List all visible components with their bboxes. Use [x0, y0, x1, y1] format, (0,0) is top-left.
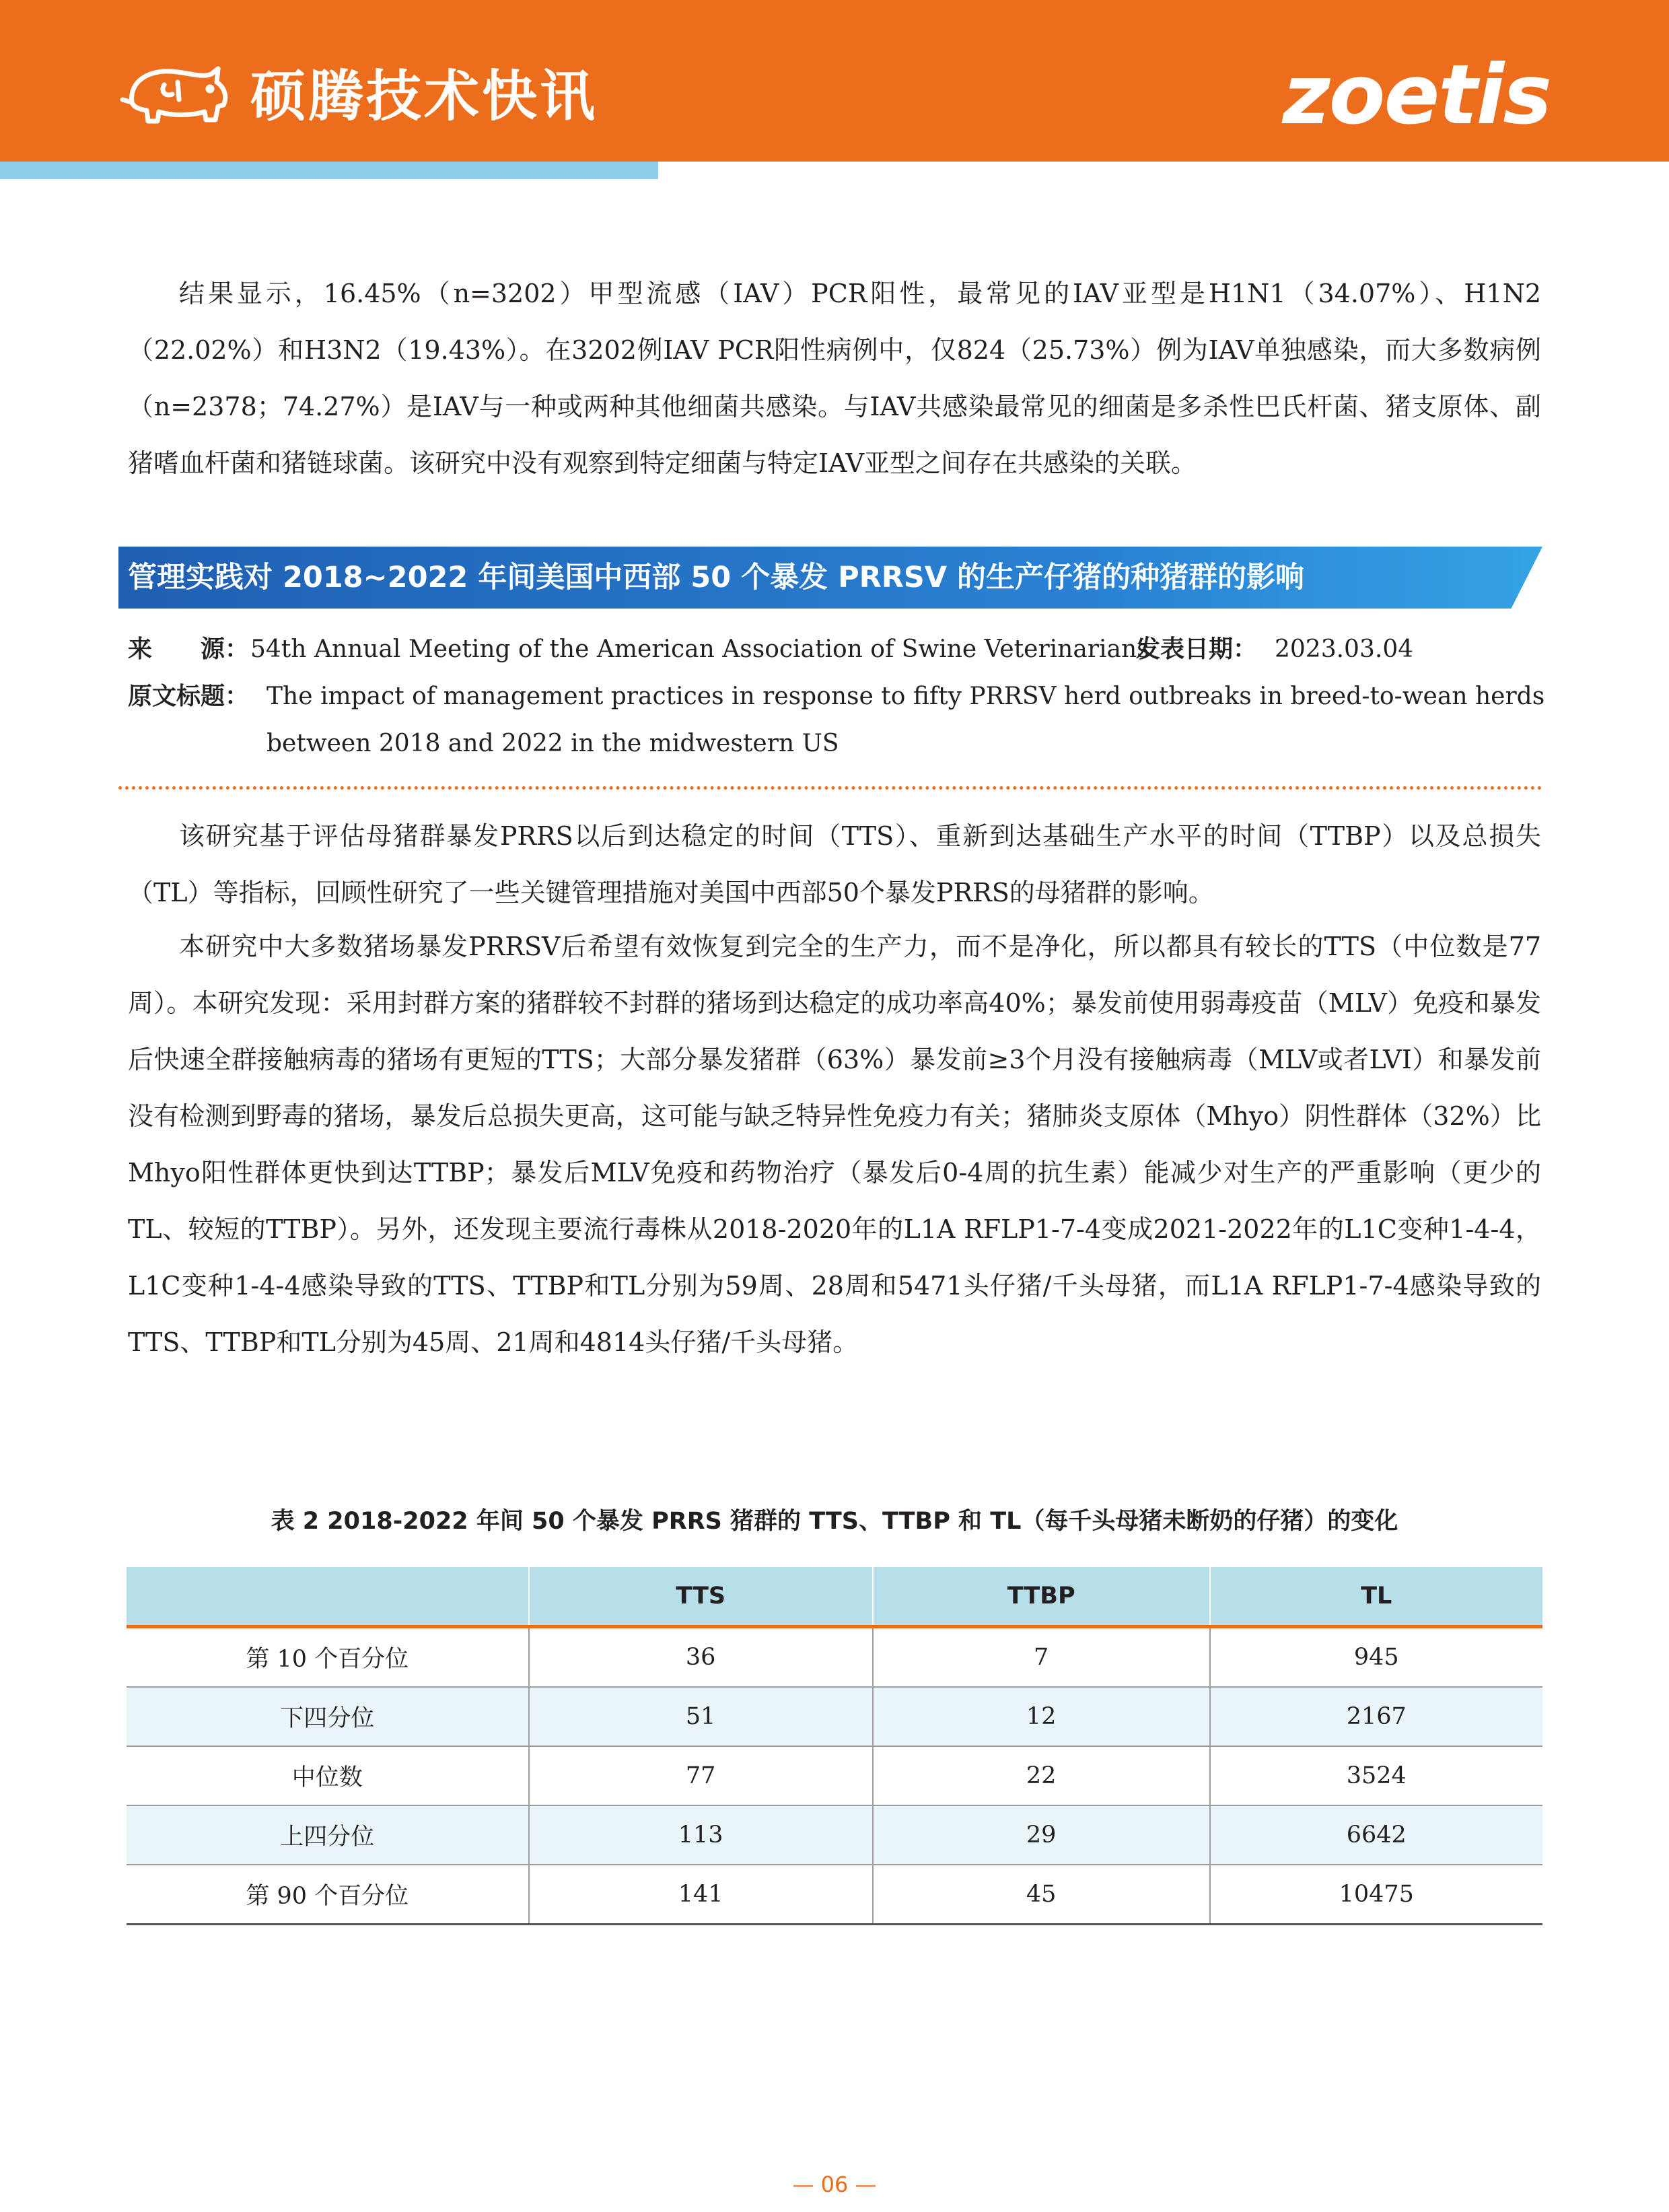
pig-logo-icon — [117, 55, 232, 136]
table-cell: 7 — [873, 1627, 1210, 1688]
section-title: 管理实践对 2018~2022 年间美国中西部 50 个暴发 PRRSV 的生产仔猪的种猪群的影响 — [128, 561, 1305, 594]
table-cell: 3524 — [1210, 1746, 1542, 1805]
publish-date-label: 发表日期： — [1136, 635, 1258, 663]
table-cell: 945 — [1210, 1627, 1542, 1688]
table-cell: 141 — [529, 1865, 873, 1925]
table-cell: 45 — [873, 1865, 1210, 1925]
table-cell: 29 — [873, 1805, 1210, 1865]
publish-date-value: 2023.03.04 — [1275, 635, 1414, 663]
original-title-label: 原文标题： — [128, 683, 250, 710]
table-cell: 第 10 个百分位 — [127, 1627, 529, 1688]
table-cell: 10475 — [1210, 1865, 1542, 1925]
table-cell: 22 — [873, 1746, 1210, 1805]
table-header-cell: TTS — [529, 1567, 873, 1627]
table-header-cell — [127, 1567, 529, 1627]
table-row — [127, 1746, 1542, 1805]
table-cell: 2167 — [1210, 1687, 1542, 1746]
body-paragraph-1: 该研究基于评估母猪群暴发PRRS以后到达稳定的时间（TTS）、重新到达基础生产水平的时间（TTBP）以及总损失（TL）等指标，回顾性研究了一些关键管理措施对美国中西部50个暴发PRRS的母猪群的影响。 — [128, 821, 1541, 907]
dotted-divider — [118, 786, 1542, 790]
table-row — [127, 1805, 1542, 1865]
table-cell: 51 — [529, 1687, 873, 1746]
data-table — [127, 1567, 1542, 1925]
table-row — [127, 1627, 1542, 1688]
table-cell: 6642 — [1210, 1805, 1542, 1865]
original-title-value: The impact of management practices in response to fifty PRRSV herd outbreaks in breed-to-wean herds between 2018 and 2022 in the midwestern US — [267, 683, 1545, 757]
header-accent-strip — [0, 162, 658, 179]
table-cell: 上四分位 — [127, 1805, 529, 1865]
table-header-cell: TL — [1210, 1567, 1542, 1627]
page-number: — 06 — — [792, 2172, 877, 2197]
table-cell: 113 — [529, 1805, 873, 1865]
table-cell: 第 90 个百分位 — [127, 1865, 529, 1925]
zoetis-logo: zoetis — [1282, 47, 1551, 143]
table-cell: 36 — [529, 1627, 873, 1688]
body-paragraph-2: 本研究中大多数猪场暴发PRRSV后希望有效恢复到完全的生产力，而不是净化，所以都具有较长的TTS（中位数是77周）。本研究发现：采用封群方案的猪群较不封群的猪场到达稳定的成功率高40%；暴发前使用弱毒疫苗（MLV）免疫和暴发后快速全群接触病毒的猪场有更短的TTS；大部分暴发猪群（63%）暴发前≥3个月没有接触病毒（MLV或者LVI）和暴发前没有检测到野毒的猪场，暴发后总损失更高，这可能与缺乏特异性免疫力有关；猪肺炎支原体（Mhyo）阴性群体（32%）比Mhyo阳性群体更快到达TTBP；暴发后MLV免疫和药物治疗（暴发后0-4周的抗生素）能减少对生产的严重影响（更少的TL、较短的TTBP）。另外，还发现主要流行毒株从2018-2020年的L1A RFLP1-7-4变成2021-2022年的L1C变种1-4-4，L1C变种1-4-4感染导致的TTS、TTBP和TL分别为59周、28周和5471头仔猪/千头母猪，而L1A RFLP1-7-4感染导致的TTS、TTBP和TL分别为45周、21周和4814头仔猪/千头母猪。 — [128, 932, 1541, 1357]
source-value: 54th Annual Meeting of the American Association of Swine Veterinarians — [250, 635, 1149, 663]
brand-title: 硕腾技术快讯 — [250, 65, 598, 129]
table-cell: 中位数 — [127, 1746, 529, 1805]
table-row — [127, 1687, 1542, 1746]
intro-paragraph: 结果显示，16.45%（n=3202）甲型流感（IAV）PCR阳性，最常见的IAV亚型是H1N1（34.07%）、H1N2（22.02%）和H3N2（19.43%）。在3202例IAV PCR阳性病例中，仅824（25.73%）例为IAV单独感染，而大多数病例（n=2378；74.27%）是IAV与一种或两种其他细菌共感染。与IAV共感染最常见的细菌是多杀性巴氏杆菌、猪支原体、副猪嗜血杆菌和猪链球菌。该研究中没有观察到特定细菌与特定IAV亚型之间存在共感染的关联。 — [128, 279, 1541, 478]
source-label: 来 源： — [128, 635, 250, 663]
table-cell: 下四分位 — [127, 1687, 529, 1746]
table-header-row — [127, 1567, 1542, 1627]
table-header-cell: TTBP — [873, 1567, 1210, 1627]
table-row — [127, 1865, 1542, 1925]
table-caption: 表 2 2018-2022 年间 50 个暴发 PRRS 猪群的 TTS、TTBP 和 TL（每千头母猪未断奶的仔猪）的变化 — [271, 1508, 1398, 1535]
table-cell: 12 — [873, 1687, 1210, 1746]
table-cell: 77 — [529, 1746, 873, 1805]
